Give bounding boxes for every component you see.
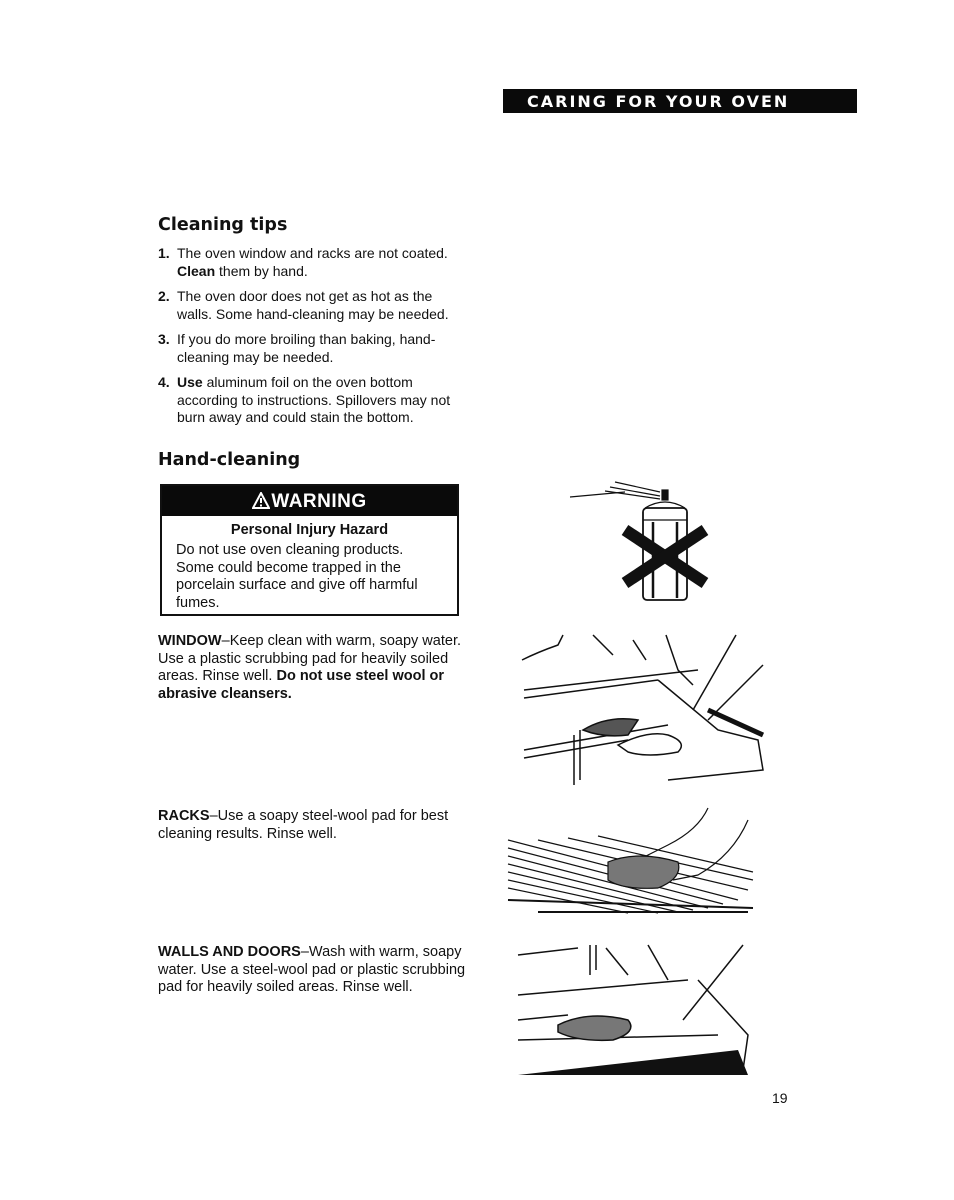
- list-item: 2. The oven door does not get as hot as the walls. Some hand-cleaning may be needed.: [158, 288, 449, 322]
- racks-paragraph: RACKS–Use a soapy steel-wool pad for best cleaning results. Rinse well.: [158, 808, 449, 842]
- list-item: 3. If you do more broiling than baking, hand-cleaning may be needed.: [158, 331, 436, 365]
- window-paragraph: WINDOW–Keep clean with warm, soapy water. Use a plastic scrubbing pad for heavily soiled areas. Rinse well. Do not use steel wool or abrasive cleansers.: [158, 633, 461, 702]
- hand-cleaning-heading: Hand-cleaning: [158, 450, 301, 470]
- cleaning-tips-list: [158, 245, 468, 435]
- no-oven-cleaner-spray-icon: [565, 470, 715, 610]
- warning-label: WARNING: [271, 491, 367, 512]
- rack-cleaning-illustration: [508, 800, 758, 920]
- section-title: CARING FOR YOUR OVEN: [527, 92, 790, 111]
- list-item: 4. Use aluminum foil on the oven bottom according to instructions. Spillovers may not burn away and could stain the bottom.: [158, 374, 451, 425]
- warning-header: [162, 486, 457, 516]
- warning-text: Do not use oven cleaning products. Some could become trapped in the porcelain surface and give off harmful fumes.: [176, 542, 418, 611]
- cleaning-tips-heading: Cleaning tips: [158, 215, 288, 235]
- warning-triangle-icon: [252, 492, 270, 509]
- door-cleaning-illustration: [518, 940, 758, 1080]
- page-number: 19: [772, 1090, 788, 1106]
- window-cleaning-illustration: [518, 630, 768, 790]
- warning-subtitle: Personal Injury Hazard: [230, 522, 389, 538]
- list-item: 1. The oven window and racks are not coated. Clean them by hand.: [158, 245, 448, 279]
- warning-box: [160, 484, 459, 616]
- walls-doors-paragraph: WALLS AND DOORS–Wash with warm, soapy water. Use a steel-wool pad or plastic scrubbing pad for heavily soiled areas. Rinse well.: [158, 944, 466, 995]
- section-header-bar: [503, 89, 857, 113]
